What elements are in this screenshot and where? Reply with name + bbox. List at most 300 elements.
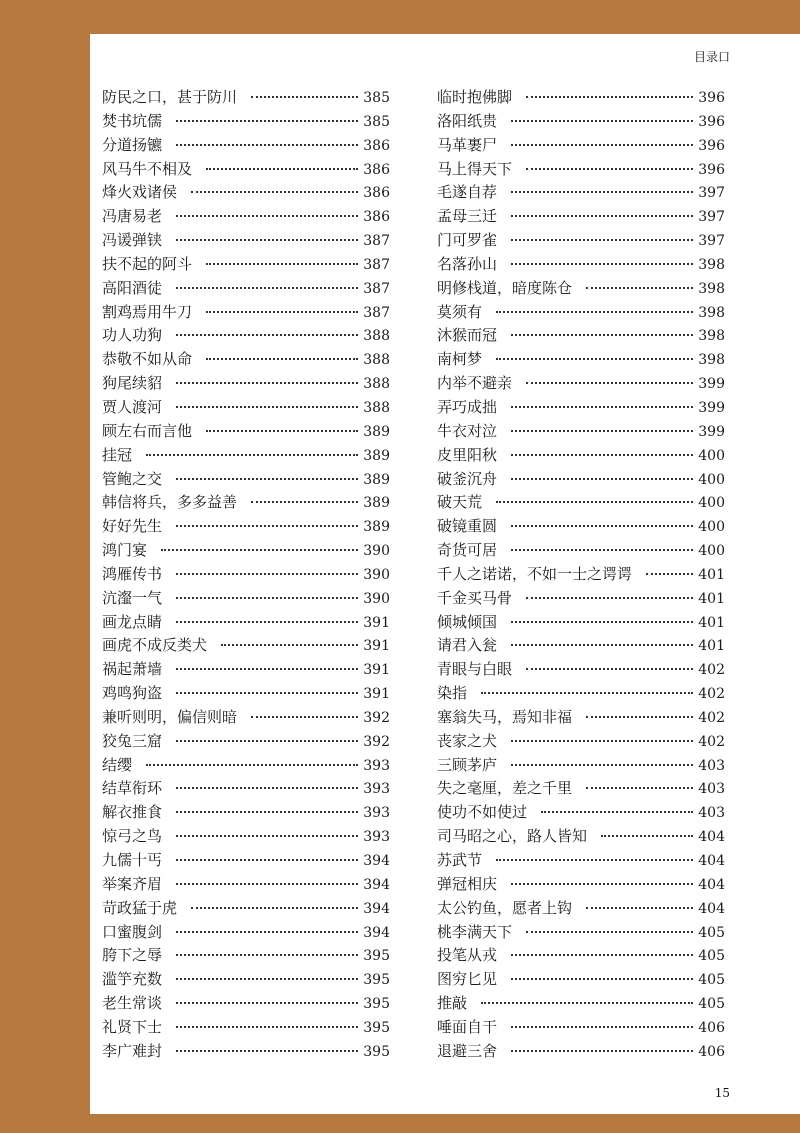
dot-leader [481,1002,693,1004]
toc-right-column [437,86,725,1064]
toc-entry-title: 唾面自干 [437,1017,498,1036]
toc-entry-title: 祸起萧墙 [102,660,163,679]
toc-entry-page: 388 [363,328,390,345]
toc-entry[interactable] [102,420,390,444]
dot-leader [176,883,358,885]
toc-entry-title: 破釜沉舟 [437,469,498,488]
toc-entry-title: 兼听则明，偏信则暗 [102,707,238,726]
dot-leader [511,764,693,766]
dot-leader [646,573,693,575]
toc-entry[interactable] [437,921,725,945]
toc-entry[interactable] [102,253,390,277]
toc-entry-title: 使功不如使过 [437,803,528,822]
toc-entry[interactable] [437,515,725,539]
toc-entry-title: 苛政猛于虎 [102,898,178,917]
toc-entry-page: 389 [363,519,390,536]
toc-entry-page: 400 [698,495,725,512]
toc-entry-title: 沆瀣一气 [102,588,163,607]
toc-entry[interactable] [437,301,725,325]
toc-entry-page: 399 [698,399,725,416]
toc-entry-title: 孟母三迁 [437,207,498,226]
toc-entry[interactable] [102,634,390,658]
toc-entry[interactable] [102,587,390,611]
toc-entry-page: 395 [363,972,390,989]
dot-leader [511,1050,693,1052]
toc-entry-page: 390 [363,566,390,583]
dot-leader [526,668,693,670]
dot-leader [511,549,693,551]
toc-entry-title: 防民之口，甚于防川 [102,88,238,106]
toc-entry-page: 393 [363,781,390,798]
toc-entry-title: 老生常谈 [102,994,163,1013]
dot-leader [511,621,693,623]
page-number: 15 [714,1086,730,1100]
toc-entry-title: 门可罗雀 [437,231,498,250]
dot-leader [176,478,358,480]
toc-entry-title: 马革裹尸 [437,135,498,154]
toc-entry-page: 402 [698,662,725,679]
dot-leader [251,96,358,98]
dot-leader [511,883,693,885]
toc-entry-page: 387 [363,304,390,321]
toc-entry-title: 临时抱佛脚 [437,88,513,106]
dot-leader [251,501,358,503]
dot-leader [526,96,693,98]
dot-leader [176,287,358,289]
toc-entry[interactable] [437,873,725,897]
toc-entry-title: 毛遂自荐 [437,183,498,202]
toc-entry[interactable] [437,563,725,587]
toc-entry[interactable] [102,825,390,849]
toc-entry-page: 403 [698,781,725,798]
toc-entry-page: 404 [698,900,725,917]
toc-entry-page: 396 [698,113,725,130]
toc-entry[interactable] [437,396,725,420]
toc-entry-page: 389 [363,471,390,488]
dot-leader [176,668,358,670]
toc-entry-title: 南柯梦 [437,350,483,369]
toc-entry-title: 三顾茅庐 [437,755,498,774]
toc-entry-page: 405 [698,948,725,965]
toc-entry-page: 398 [698,256,725,273]
dot-leader [176,239,358,241]
toc-entry[interactable] [437,539,725,563]
toc-entry[interactable] [102,849,390,873]
dot-leader [191,191,358,193]
toc-entry-page: 400 [698,471,725,488]
toc-entry[interactable] [102,468,390,492]
dot-leader [511,215,693,217]
toc-entry-page: 406 [698,1019,725,1036]
book-page [90,34,800,1114]
toc-entry-title: 举案齐眉 [102,874,163,893]
toc-entry[interactable] [437,277,725,301]
toc-entry-page: 396 [698,90,725,106]
dot-leader [176,406,358,408]
toc-entry-title: 高阳酒徒 [102,278,163,297]
toc-entry-page: 405 [698,924,725,941]
toc-entry[interactable] [102,181,390,205]
toc-entry[interactable] [437,754,725,778]
toc-entry-title: 冯谖弹铗 [102,231,163,250]
toc-entry-title: 丧家之犬 [437,731,498,750]
toc-entry-page: 403 [698,805,725,822]
toc-entry-page: 401 [698,614,725,631]
toc-entry-page: 389 [363,423,390,440]
dot-leader [176,1050,358,1052]
toc-entry-page: 396 [698,161,725,178]
toc-entry[interactable] [102,992,390,1016]
toc-entry[interactable] [102,801,390,825]
toc-entry-title: 洛阳纸贵 [437,111,498,130]
toc-entry-title: 礼贤下士 [102,1017,163,1036]
dot-leader [206,263,358,265]
toc-entry[interactable] [437,992,725,1016]
dot-leader [586,907,693,909]
toc-entry[interactable] [102,897,390,921]
toc-entry-page: 404 [698,829,725,846]
toc-entry-page: 386 [363,185,390,202]
dot-leader [511,263,693,265]
toc-entry[interactable] [102,491,390,515]
toc-entry[interactable] [437,634,725,658]
toc-entry-title: 千人之诺诺，不如一士之谔谔 [437,564,633,583]
toc-entry[interactable] [437,682,725,706]
toc-entry-page: 394 [363,853,390,869]
toc-entry-title: 九儒十丐 [102,851,163,869]
dot-leader [511,144,693,146]
toc-entry[interactable] [437,372,725,396]
toc-entry-page: 395 [363,1043,390,1060]
toc-entry-title: 韩信将兵，多多益善 [102,493,238,512]
toc-entry[interactable] [437,444,725,468]
toc-entry-title: 功人功狗 [102,326,163,345]
toc-entry[interactable] [437,229,725,253]
toc-entry[interactable] [437,134,725,158]
toc-entry-title: 焚书坑儒 [102,111,163,130]
toc-entry[interactable] [437,420,725,444]
toc-entry[interactable] [102,301,390,325]
toc-entry-title: 弹冠相庆 [437,874,498,893]
toc-entry-title: 明修栈道，暗度陈仓 [437,278,573,297]
toc-entry-page: 395 [363,996,390,1013]
toc-entry-title: 挂冠 [102,445,133,464]
toc-entry-title: 解衣推食 [102,803,163,822]
toc-entry-page: 395 [363,948,390,965]
toc-entry-title: 鸿门宴 [102,541,148,560]
dot-leader [176,692,358,694]
dot-leader [161,549,358,551]
toc-entry-title: 狗尾续貂 [102,374,163,393]
toc-entry-title: 顾左右而言他 [102,421,193,440]
toc-entry[interactable] [437,324,725,348]
toc-entry-title: 奇货可居 [437,541,498,560]
toc-entry-page: 405 [698,996,725,1013]
toc-entry-title: 司马昭之心，路人皆知 [437,827,588,846]
toc-entry-page: 393 [363,829,390,846]
dot-leader [176,859,358,861]
toc-entry[interactable] [437,801,725,825]
toc-entry-title: 投笔从戎 [437,946,498,965]
toc-entry-page: 392 [363,733,390,750]
toc-entry-page: 393 [363,757,390,774]
dot-leader [511,644,693,646]
dot-leader [206,311,358,313]
toc-entry[interactable] [102,539,390,563]
toc-entry[interactable] [437,944,725,968]
toc-entry-title: 破天荒 [437,493,483,512]
toc-entry[interactable] [437,706,725,730]
toc-entry[interactable] [102,324,390,348]
dot-leader [176,525,358,527]
toc-entry-page: 389 [363,495,390,512]
toc-entry-title: 管鲍之交 [102,469,163,488]
toc-entry[interactable] [102,730,390,754]
dot-leader [176,573,358,575]
dot-leader [176,1026,358,1028]
toc-entry-title: 恭敬不如从命 [102,350,193,369]
toc-entry-page: 400 [698,447,725,464]
toc-entry[interactable] [102,682,390,706]
toc-entry[interactable] [437,658,725,682]
toc-entry[interactable] [102,1040,390,1064]
dot-leader [511,430,693,432]
toc-entry-title: 冯唐易老 [102,207,163,226]
toc-entry-page: 406 [698,1043,725,1060]
toc-entry-page: 400 [698,519,725,536]
toc-entry-page: 391 [363,662,390,679]
dot-leader [176,382,358,384]
toc-entry-page: 399 [698,376,725,393]
toc-entry[interactable] [102,1016,390,1040]
toc-entry-page: 398 [698,328,725,345]
dot-leader [541,811,693,813]
toc-entry-title: 口蜜腹剑 [102,922,163,941]
toc-entry[interactable] [437,348,725,372]
toc-entry-page: 396 [698,137,725,154]
dot-leader [526,382,693,384]
toc-entry-page: 398 [698,280,725,297]
toc-entry-page: 400 [698,543,725,560]
toc-entry[interactable] [102,921,390,945]
toc-entry-title: 狡兔三窟 [102,731,163,750]
toc-entry-page: 386 [363,137,390,154]
toc-entry[interactable] [102,777,390,801]
toc-entry[interactable] [102,658,390,682]
toc-entry[interactable] [437,86,725,110]
toc-entry[interactable] [437,1016,725,1040]
dot-leader [511,239,693,241]
dot-leader [511,978,693,980]
toc-entry-page: 402 [698,686,725,703]
toc-entry-page: 390 [363,543,390,560]
toc-entry-page: 397 [698,209,725,226]
toc-entry[interactable] [102,611,390,635]
toc-entry[interactable] [102,348,390,372]
toc-entry-title: 推敲 [437,994,468,1013]
toc-entry-title: 千金买马骨 [437,588,513,607]
toc-entry-page: 394 [363,900,390,917]
toc-entry-title: 退避三舍 [437,1041,498,1060]
toc-entry[interactable] [437,611,725,635]
dot-leader [251,716,358,718]
toc-entry-title: 苏武节 [437,851,483,869]
running-header: 目录口 [693,50,730,64]
toc-entry[interactable] [102,134,390,158]
toc-entry-title: 贾人渡河 [102,397,163,416]
dot-leader [511,406,693,408]
toc-entry[interactable] [102,372,390,396]
dot-leader [176,1002,358,1004]
toc-entry[interactable] [437,181,725,205]
toc-entry[interactable] [437,968,725,992]
dot-leader [511,525,693,527]
toc-entry-title: 鸡鸣狗盗 [102,684,163,703]
toc-entry-page: 387 [363,256,390,273]
dot-leader [176,120,358,122]
toc-entry-title: 结草衔环 [102,779,163,798]
dot-leader [496,358,693,360]
toc-entry-title: 滥竽充数 [102,970,163,989]
dot-leader [511,454,693,456]
toc-entry-title: 画虎不成反类犬 [102,636,208,655]
toc-entry-page: 404 [698,876,725,893]
dot-leader [176,215,358,217]
toc-entry-page: 391 [363,686,390,703]
toc-entry-page: 402 [698,733,725,750]
toc-entry[interactable] [437,897,725,921]
toc-entry-title: 染指 [437,684,468,703]
toc-entry[interactable] [102,86,390,110]
dot-leader [206,358,358,360]
toc-entry[interactable] [437,777,725,801]
toc-entry[interactable] [437,1040,725,1064]
dot-leader [586,287,693,289]
toc-entry-title: 太公钓鱼，愿者上钩 [437,898,573,917]
toc-entry-title: 塞翁失马，焉知非福 [437,707,573,726]
toc-entry[interactable] [437,158,725,182]
toc-entry[interactable] [102,229,390,253]
toc-entry-title: 内举不避亲 [437,374,513,393]
toc-entry[interactable] [437,825,725,849]
toc-entry-title: 风马牛不相及 [102,159,193,178]
toc-entry-page: 405 [698,972,725,989]
dot-leader [191,907,358,909]
dot-leader [176,954,358,956]
toc-entry-title: 鸿雁传书 [102,564,163,583]
dot-leader [496,501,693,503]
toc-entry[interactable] [102,444,390,468]
toc-entry[interactable] [437,110,725,134]
toc-entry-page: 401 [698,638,725,655]
toc-entry-title: 皮里阳秋 [437,445,498,464]
toc-entry-page: 392 [363,709,390,726]
toc-entry-title: 失之毫厘，差之千里 [437,779,573,798]
toc-entry-page: 387 [363,280,390,297]
toc-entry-page: 397 [698,233,725,250]
toc-entry-page: 390 [363,590,390,607]
dot-leader [176,811,358,813]
dot-leader [526,168,693,170]
dot-leader [586,787,693,789]
toc-entry[interactable] [437,587,725,611]
dot-leader [511,954,693,956]
toc-entry-page: 399 [698,423,725,440]
toc-entry[interactable] [102,277,390,301]
toc-entry-title: 惊弓之鸟 [102,827,163,846]
toc-entry[interactable] [437,849,725,873]
toc-entry[interactable] [437,205,725,229]
toc-entry-page: 395 [363,1019,390,1036]
dot-leader [176,978,358,980]
dot-leader [176,621,358,623]
dot-leader [511,120,693,122]
dot-leader [586,716,693,718]
dot-leader [176,597,358,599]
toc-entry[interactable] [102,396,390,420]
dot-leader [511,740,693,742]
toc-entry-page: 391 [363,638,390,655]
toc-entry[interactable] [102,706,390,730]
toc-entry[interactable] [102,158,390,182]
toc-entry-title: 名落孙山 [437,254,498,273]
toc-entry[interactable] [437,253,725,277]
toc-entry-title: 扶不起的阿斗 [102,254,193,273]
toc-entry-title: 沐猴而冠 [437,326,498,345]
toc-entry-page: 397 [698,185,725,202]
toc-entry[interactable] [102,563,390,587]
toc-entry-page: 388 [363,352,390,369]
toc-entry-page: 389 [363,447,390,464]
toc-entry[interactable] [102,968,390,992]
toc-entry-page: 391 [363,614,390,631]
toc-entry-title: 破镜重圆 [437,517,498,536]
toc-entry[interactable] [102,515,390,539]
dot-leader [221,644,358,646]
toc-entry[interactable] [102,754,390,778]
dot-leader [511,334,693,336]
toc-entry-page: 398 [698,304,725,321]
dot-leader [496,311,693,313]
toc-entry-title: 倾城倾国 [437,612,498,631]
toc-entry-title: 请君入瓮 [437,636,498,655]
toc-entry-page: 403 [698,757,725,774]
toc-entry-page: 402 [698,709,725,726]
toc-entry-title: 莫须有 [437,302,483,321]
toc-entry-page: 393 [363,805,390,822]
toc-left-column [102,86,390,1064]
toc-entry-page: 401 [698,590,725,607]
toc-entry[interactable] [102,110,390,134]
dot-leader [176,144,358,146]
toc-entry-page: 385 [363,90,390,106]
toc-entry[interactable] [437,730,725,754]
toc-entry-page: 387 [363,233,390,250]
dot-leader [511,1026,693,1028]
toc-entry[interactable] [437,491,725,515]
dot-leader [526,597,693,599]
toc-entry[interactable] [102,205,390,229]
toc-entry[interactable] [102,944,390,968]
toc-entry-page: 386 [363,209,390,226]
toc-entry-page: 394 [363,924,390,941]
toc-entry[interactable] [437,468,725,492]
toc-entry[interactable] [102,873,390,897]
toc-entry-page: 388 [363,376,390,393]
toc-entry-page: 398 [698,352,725,369]
toc-entry-title: 桃李满天下 [437,922,513,941]
dot-leader [176,334,358,336]
